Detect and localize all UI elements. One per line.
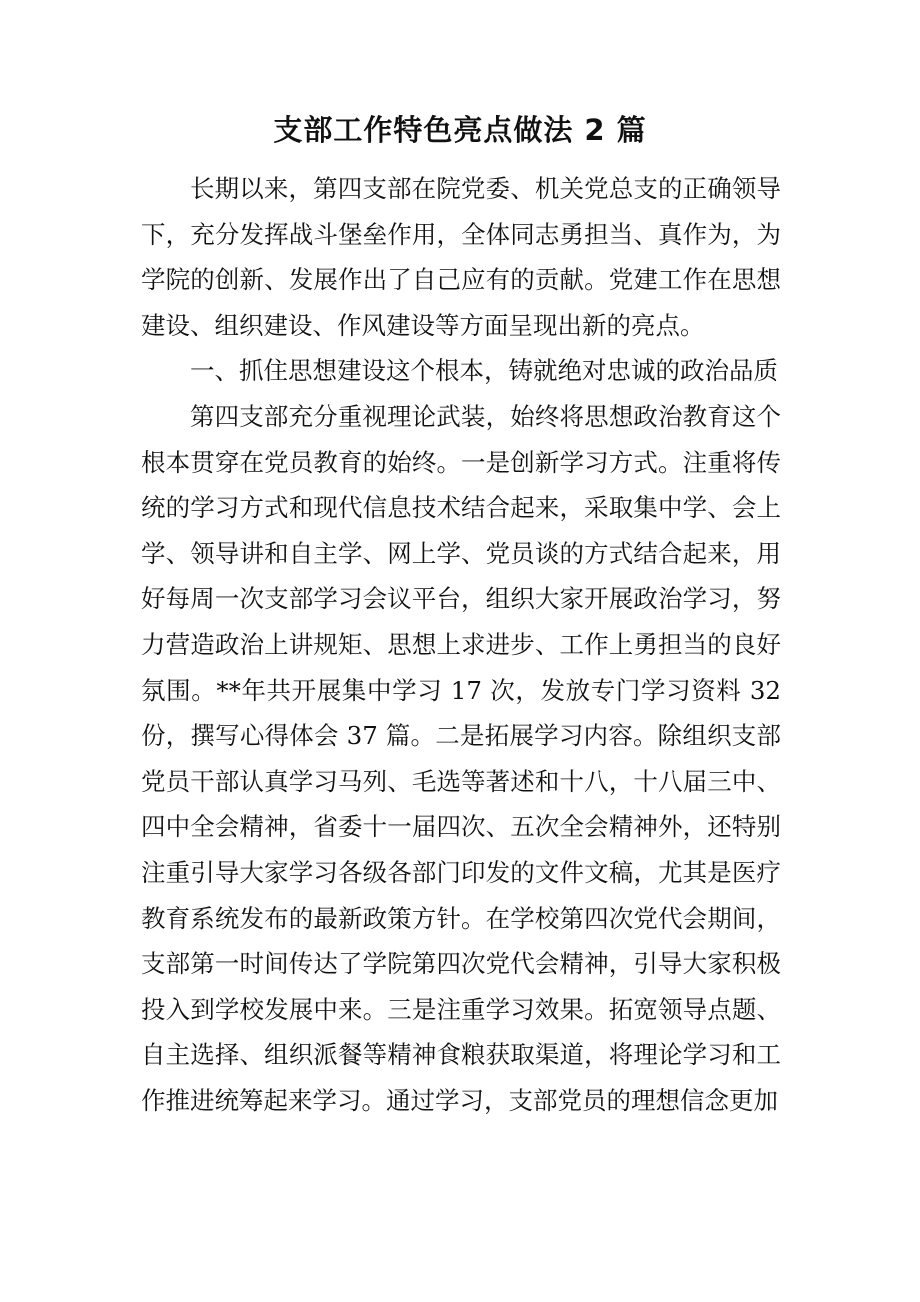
section-paragraph-1: 第四支部充分重视理论武装，始终将思想政治教育这个根本贯穿在党员教育的始终。一是创新学习方式。注重将传统的学习方式和现代信息技术结合起来，采取集中学、会上学、领导讲和自主学、网上学、党员谈的方式结合起来，用好每周一次支部学习会议平台，组织大家开展政治学习，努力营造政治上讲规矩、思想上求进步、工作上勇担当的良好氛围。**年共开展集中学习 17 次，发放专门学习资料 32 份，撰写心得体会 37 篇。二是拓展学习内容。除组织支部党员干部认真学习马列、毛选等著述和十八，十八届三中、四中全会精神，省委十一届四次、五次全会精神外，还特别注重引导大家学习各级各部门印发的文件文稿，尤其是医疗教育系统发布的最新政策方针。在学校第四次党代会期间，支部第一时间传达了学院第四次党代会精神，引导大家积极投入到学校发展中来。三是注重学习效果。拓宽领导点题、自主选择、组织派餐等精神食粮获取渠道，将理论学习和工作推进统筹起来学习。通过学习，支部党员的理想信念更加 — [141, 401, 781, 1115]
document-body — [141, 166, 781, 1123]
section-heading-1: 一、抓住思想建设这个根本，铸就绝对忠诚的政治品质 — [190, 356, 778, 386]
document-title: 支部工作特色亮点做法 2 篇 — [273, 113, 647, 147]
intro-paragraph: 长期以来，第四支部在院党委、机关党总支的正确领导下，充分发挥战斗堡垒作用，全体同志勇担当、真作为，为学院的创新、发展作出了自己应有的贡献。党建工作在思想建设、组织建设、作风建设等方面呈现出新的亮点。 — [141, 174, 781, 340]
